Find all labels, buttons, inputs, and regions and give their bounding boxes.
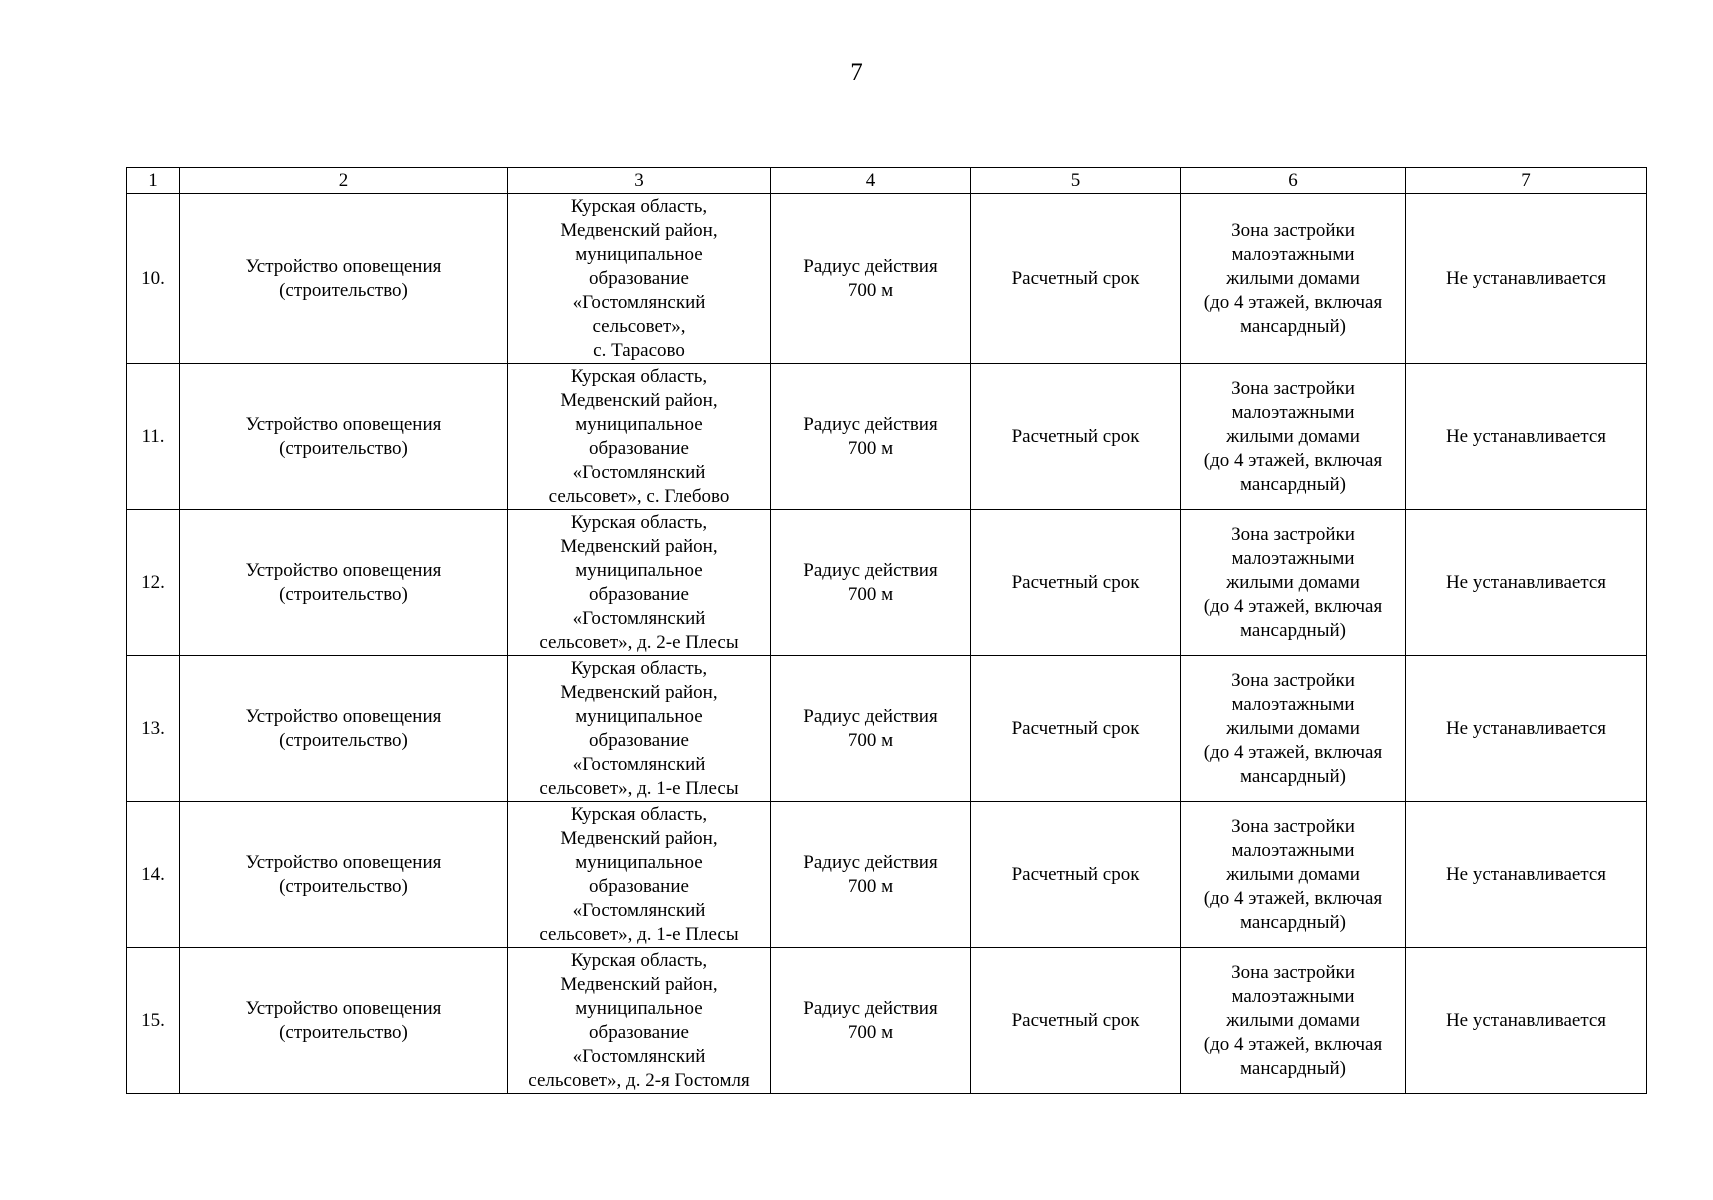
functional-zone-cell [1181,656,1406,802]
characteristic-cell [771,656,971,802]
cell-text-line: Радиус действия [803,997,938,1019]
cell-text-line: жилыми домами [1226,1009,1360,1031]
cell-text-line: мансардный) [1240,765,1346,787]
location-cell [508,656,771,802]
cell-text-line: мансардный) [1240,1057,1346,1079]
location-cell [508,802,771,948]
cell-text-line: «Гостомлянский [572,1045,706,1067]
cell-text-line: 700 м [847,279,894,301]
objects-table [126,167,1647,1094]
cell-text-line: малоэтажными [1231,243,1355,265]
object-name-cell [180,656,508,802]
cell-text-line: 700 м [847,729,894,751]
cell-text-line: «Гостомлянский [572,461,706,483]
cell-text-line: Курская область, [570,657,708,679]
cell-text-line: образование [589,437,689,459]
column-number: 1 [127,168,180,194]
cell-text-line: Медвенский район, [560,827,718,849]
cell-text-line: образование [589,1021,689,1043]
term-cell: Расчетный срок [971,802,1181,948]
protection-zone-cell: Не устанавливается [1406,656,1647,802]
row-number-cell: 12. [127,510,180,656]
location-cell [508,194,771,364]
characteristic-cell [771,510,971,656]
cell-text-line: сельсовет», д. 1-е Плесы [539,923,739,945]
protection-zone-cell: Не устанавливается [1406,510,1647,656]
cell-text-line: 700 м [847,437,894,459]
functional-zone-cell [1181,364,1406,510]
column-number: 7 [1406,168,1647,194]
cell-text-line: (до 4 этажей, включая [1203,1033,1383,1055]
cell-text-line: Курская область, [570,949,708,971]
cell-text-line: (строительство) [279,583,408,605]
cell-text-line: жилыми домами [1226,863,1360,885]
table-row [127,194,1647,364]
cell-text-line: Радиус действия [803,559,938,581]
cell-text-line: (до 4 этажей, включая [1203,741,1383,763]
cell-text-line: «Гостомлянский [572,291,706,313]
cell-text-line: мансардный) [1240,473,1346,495]
cell-text-line: Устройство оповещения [245,997,442,1019]
cell-text-line: Устройство оповещения [245,413,442,435]
cell-text-line: Курская область, [570,511,708,533]
row-number-cell: 11. [127,364,180,510]
cell-text-line: сельсовет», [592,315,686,337]
cell-text-line: сельсовет», д. 1-е Плесы [539,777,739,799]
cell-text-line: муниципальное [575,243,703,265]
cell-text-line: Медвенский район, [560,535,718,557]
functional-zone-cell [1181,948,1406,1094]
characteristic-cell [771,948,971,1094]
column-numbers-row [127,168,1647,194]
cell-text-line: Радиус действия [803,255,938,277]
location-cell [508,364,771,510]
cell-text-line: малоэтажными [1231,985,1355,1007]
page-number: 7 [850,59,863,86]
cell-text-line: (до 4 этажей, включая [1203,595,1383,617]
cell-text-line: (строительство) [279,279,408,301]
cell-text-line: (строительство) [279,875,408,897]
term-cell: Расчетный срок [971,510,1181,656]
row-number-cell: 13. [127,656,180,802]
cell-text-line: (до 4 этажей, включая [1203,291,1383,313]
cell-text-line: Устройство оповещения [245,705,442,727]
cell-text-line: 700 м [847,875,894,897]
column-number: 2 [180,168,508,194]
row-number-cell: 15. [127,948,180,1094]
cell-text-line: жилыми домами [1226,267,1360,289]
characteristic-cell [771,364,971,510]
cell-text-line: муниципальное [575,705,703,727]
functional-zone-cell [1181,510,1406,656]
cell-text-line: сельсовет», с. Глебово [548,485,730,507]
cell-text-line: жилыми домами [1226,425,1360,447]
cell-text-line: малоэтажными [1231,693,1355,715]
cell-text-line: сельсовет», д. 2-е Плесы [539,631,739,653]
cell-text-line: Радиус действия [803,705,938,727]
column-number: 6 [1181,168,1406,194]
cell-text-line: малоэтажными [1231,401,1355,423]
object-name-cell [180,802,508,948]
table-row [127,364,1647,510]
cell-text-line: Зона застройки [1231,523,1355,545]
cell-text-line: Зона застройки [1231,219,1355,241]
object-name-cell [180,948,508,1094]
cell-text-line: малоэтажными [1231,839,1355,861]
cell-text-line: 700 м [847,1021,894,1043]
term-cell: Расчетный срок [971,194,1181,364]
table-row [127,802,1647,948]
cell-text-line: образование [589,267,689,289]
cell-text-line: муниципальное [575,559,703,581]
cell-text-line: мансардный) [1240,619,1346,641]
cell-text-line: (до 4 этажей, включая [1203,449,1383,471]
cell-text-line: малоэтажными [1231,547,1355,569]
cell-text-line: жилыми домами [1226,571,1360,593]
cell-text-line: образование [589,583,689,605]
table-body [127,194,1647,1094]
cell-text-line: мансардный) [1240,315,1346,337]
cell-text-line: Зона застройки [1231,669,1355,691]
cell-text-line: «Гостомлянский [572,607,706,629]
cell-text-line: Курская область, [570,803,708,825]
row-number-cell: 14. [127,802,180,948]
cell-text-line: Устройство оповещения [245,559,442,581]
cell-text-line: Курская область, [570,195,708,217]
object-name-cell [180,364,508,510]
cell-text-line: «Гостомлянский [572,899,706,921]
column-number: 4 [771,168,971,194]
cell-text-line: (строительство) [279,729,408,751]
column-number: 5 [971,168,1181,194]
cell-text-line: (строительство) [279,437,408,459]
term-cell: Расчетный срок [971,948,1181,1094]
cell-text-line: «Гостомлянский [572,753,706,775]
protection-zone-cell: Не устанавливается [1406,364,1647,510]
cell-text-line: муниципальное [575,997,703,1019]
column-number: 3 [508,168,771,194]
object-name-cell [180,510,508,656]
cell-text-line: муниципальное [575,413,703,435]
cell-text-line: Зона застройки [1231,815,1355,837]
cell-text-line: Радиус действия [803,413,938,435]
cell-text-line: Медвенский район, [560,389,718,411]
cell-text-line: образование [589,875,689,897]
cell-text-line: Зона застройки [1231,961,1355,983]
characteristic-cell [771,194,971,364]
cell-text-line: Зона застройки [1231,377,1355,399]
protection-zone-cell: Не устанавливается [1406,802,1647,948]
cell-text-line: (до 4 этажей, включая [1203,887,1383,909]
characteristic-cell [771,802,971,948]
table-row [127,948,1647,1094]
cell-text-line: мансардный) [1240,911,1346,933]
cell-text-line: муниципальное [575,851,703,873]
term-cell: Расчетный срок [971,364,1181,510]
cell-text-line: Устройство оповещения [245,255,442,277]
table-row [127,510,1647,656]
functional-zone-cell [1181,802,1406,948]
cell-text-line: (строительство) [279,1021,408,1043]
cell-text-line: Медвенский район, [560,973,718,995]
cell-text-line: сельсовет», д. 2-я Гостомля [528,1069,750,1091]
protection-zone-cell: Не устанавливается [1406,948,1647,1094]
cell-text-line: Радиус действия [803,851,938,873]
cell-text-line: 700 м [847,583,894,605]
term-cell: Расчетный срок [971,656,1181,802]
table-row [127,656,1647,802]
row-number-cell: 10. [127,194,180,364]
cell-text-line: образование [589,729,689,751]
object-name-cell [180,194,508,364]
cell-text-line: Курская область, [570,365,708,387]
cell-text-line: Медвенский район, [560,681,718,703]
cell-text-line: Медвенский район, [560,219,718,241]
cell-text-line: с. Тарасово [593,339,685,361]
cell-text-line: жилыми домами [1226,717,1360,739]
functional-zone-cell [1181,194,1406,364]
location-cell [508,510,771,656]
cell-text-line: Устройство оповещения [245,851,442,873]
location-cell [508,948,771,1094]
protection-zone-cell: Не устанавливается [1406,194,1647,364]
